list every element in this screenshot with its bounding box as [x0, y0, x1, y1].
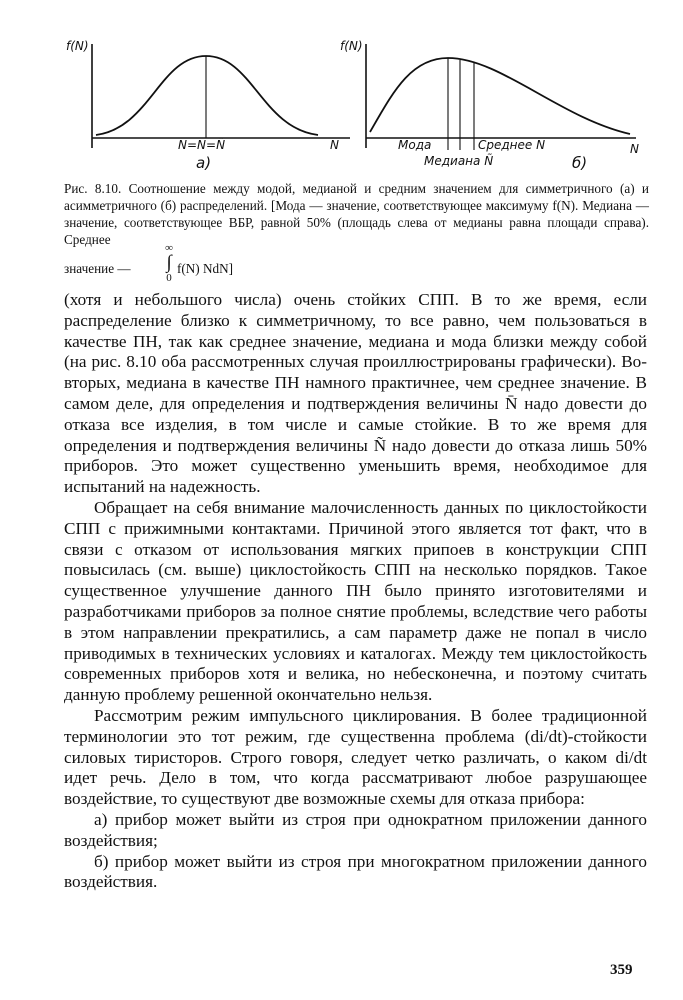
panel-b-mean-label: Среднее N̄: [478, 138, 546, 152]
list-item-a: а) прибор может выйти из строя при однократном приложении данного воздействия;: [64, 809, 647, 850]
figure-8-10: [0, 0, 683, 180]
panel-b-x-label: N: [630, 142, 639, 156]
panel-b-asymmetric-curve: [370, 58, 630, 134]
caption-mean-prefix: значение —: [64, 261, 131, 276]
panel-b-mode-label: Мода: [398, 138, 432, 152]
figure-caption: [64, 180, 649, 286]
body-text: [64, 290, 647, 893]
paragraph-1: (хотя и небольшого числа) очень стойких СПП. В то же время, если распределение близко к симметричному, то все равно, чем пользоваться в качестве ПН, так как среднее значение, медиана и мода близки между собой (на рис. 8.10 оба рассмотренных случая проиллюстрированы графически). Во-вторых, медиана в качестве ПН намного практичнее, чем среднее значение. В самом деле, для определения и подтверждения величины N̄ надо довести до отказа все изделия, в том числе и самые стойкие. В то же время для определения и подтверждения величины Ñ надо довести до отказа лишь 50% приборов. Это может существенно уменьшить время, необходимое для испытаний на надежность.: [64, 290, 647, 497]
paragraph-3: Рассмотрим режим импульсного циклирования. В более традиционной терминологии это тот режим, где существенна проблема (di/dt)-стойкости силовых тиристоров. Строго говоря, следует четко различать, о каком di/dt идет речь. Дело в том, что когда рассматривают любое разрушающее воздействие, то существуют две возможные схемы для отказа прибора:: [64, 705, 647, 809]
panel-b-y-label: f(N): [340, 39, 363, 53]
integral-symbol: ∫: [166, 252, 172, 273]
list-item-b: б) прибор может выйти из строя при многократном приложении данного воздействия.: [64, 851, 647, 892]
caption-mean-formula: [64, 242, 649, 286]
integral-lower-limit: 0: [166, 272, 172, 284]
panel-a-y-label: f(N): [66, 39, 89, 53]
panel-b-median-label: Медиана Ñ: [424, 154, 494, 168]
page-number: 359: [610, 962, 633, 978]
caption-text: Рис. 8.10. Соотношение между модой, медианой и средним значением для симметричного (а) и асимметричного (б) распределений. [Мода — значение, соответствующее максимуму f(N). Медиана — значение, соответствующее ВБР, равной 50% (площадь слева от медианы равна площади справа). Среднее: [64, 181, 649, 247]
panel-b-panel-label: б): [572, 154, 588, 172]
panel-a-chart: [66, 39, 350, 172]
integral-sign: [162, 242, 176, 284]
panel-a-x-label: N: [330, 138, 339, 152]
integral-expression: f(N) NdN]: [177, 261, 234, 276]
panel-a-symmetric-curve: [96, 56, 318, 135]
panel-b-chart: [340, 39, 639, 172]
integral-upper-limit: ∞: [165, 242, 173, 254]
panel-a-panel-label: а): [196, 154, 212, 172]
paragraph-2: Обращает на себя внимание малочисленность данных по циклостойкости СПП с прижимными контактами. Причиной этого является тот факт, что в связи с отказом от использования мягких припоев в конструкции СПП повысилась (см. выше) циклостойкость СПП на несколько порядков. Такое существенное улучшение данного ПН было принято изготовителями и разработчиками приборов за полное снятие проблемы, вследствие чего работы в этом направлении прекратились, а сам параметр даже не попал в число приводимых в технических условиях и каталогах. Между тем циклостойкость современных приборов хотя и велика, но небесконечна, и поэтому считать данную проблему решенной окончательно нельзя.: [64, 497, 647, 705]
panel-a-mark-label: N=N̄=Ñ: [178, 138, 226, 152]
